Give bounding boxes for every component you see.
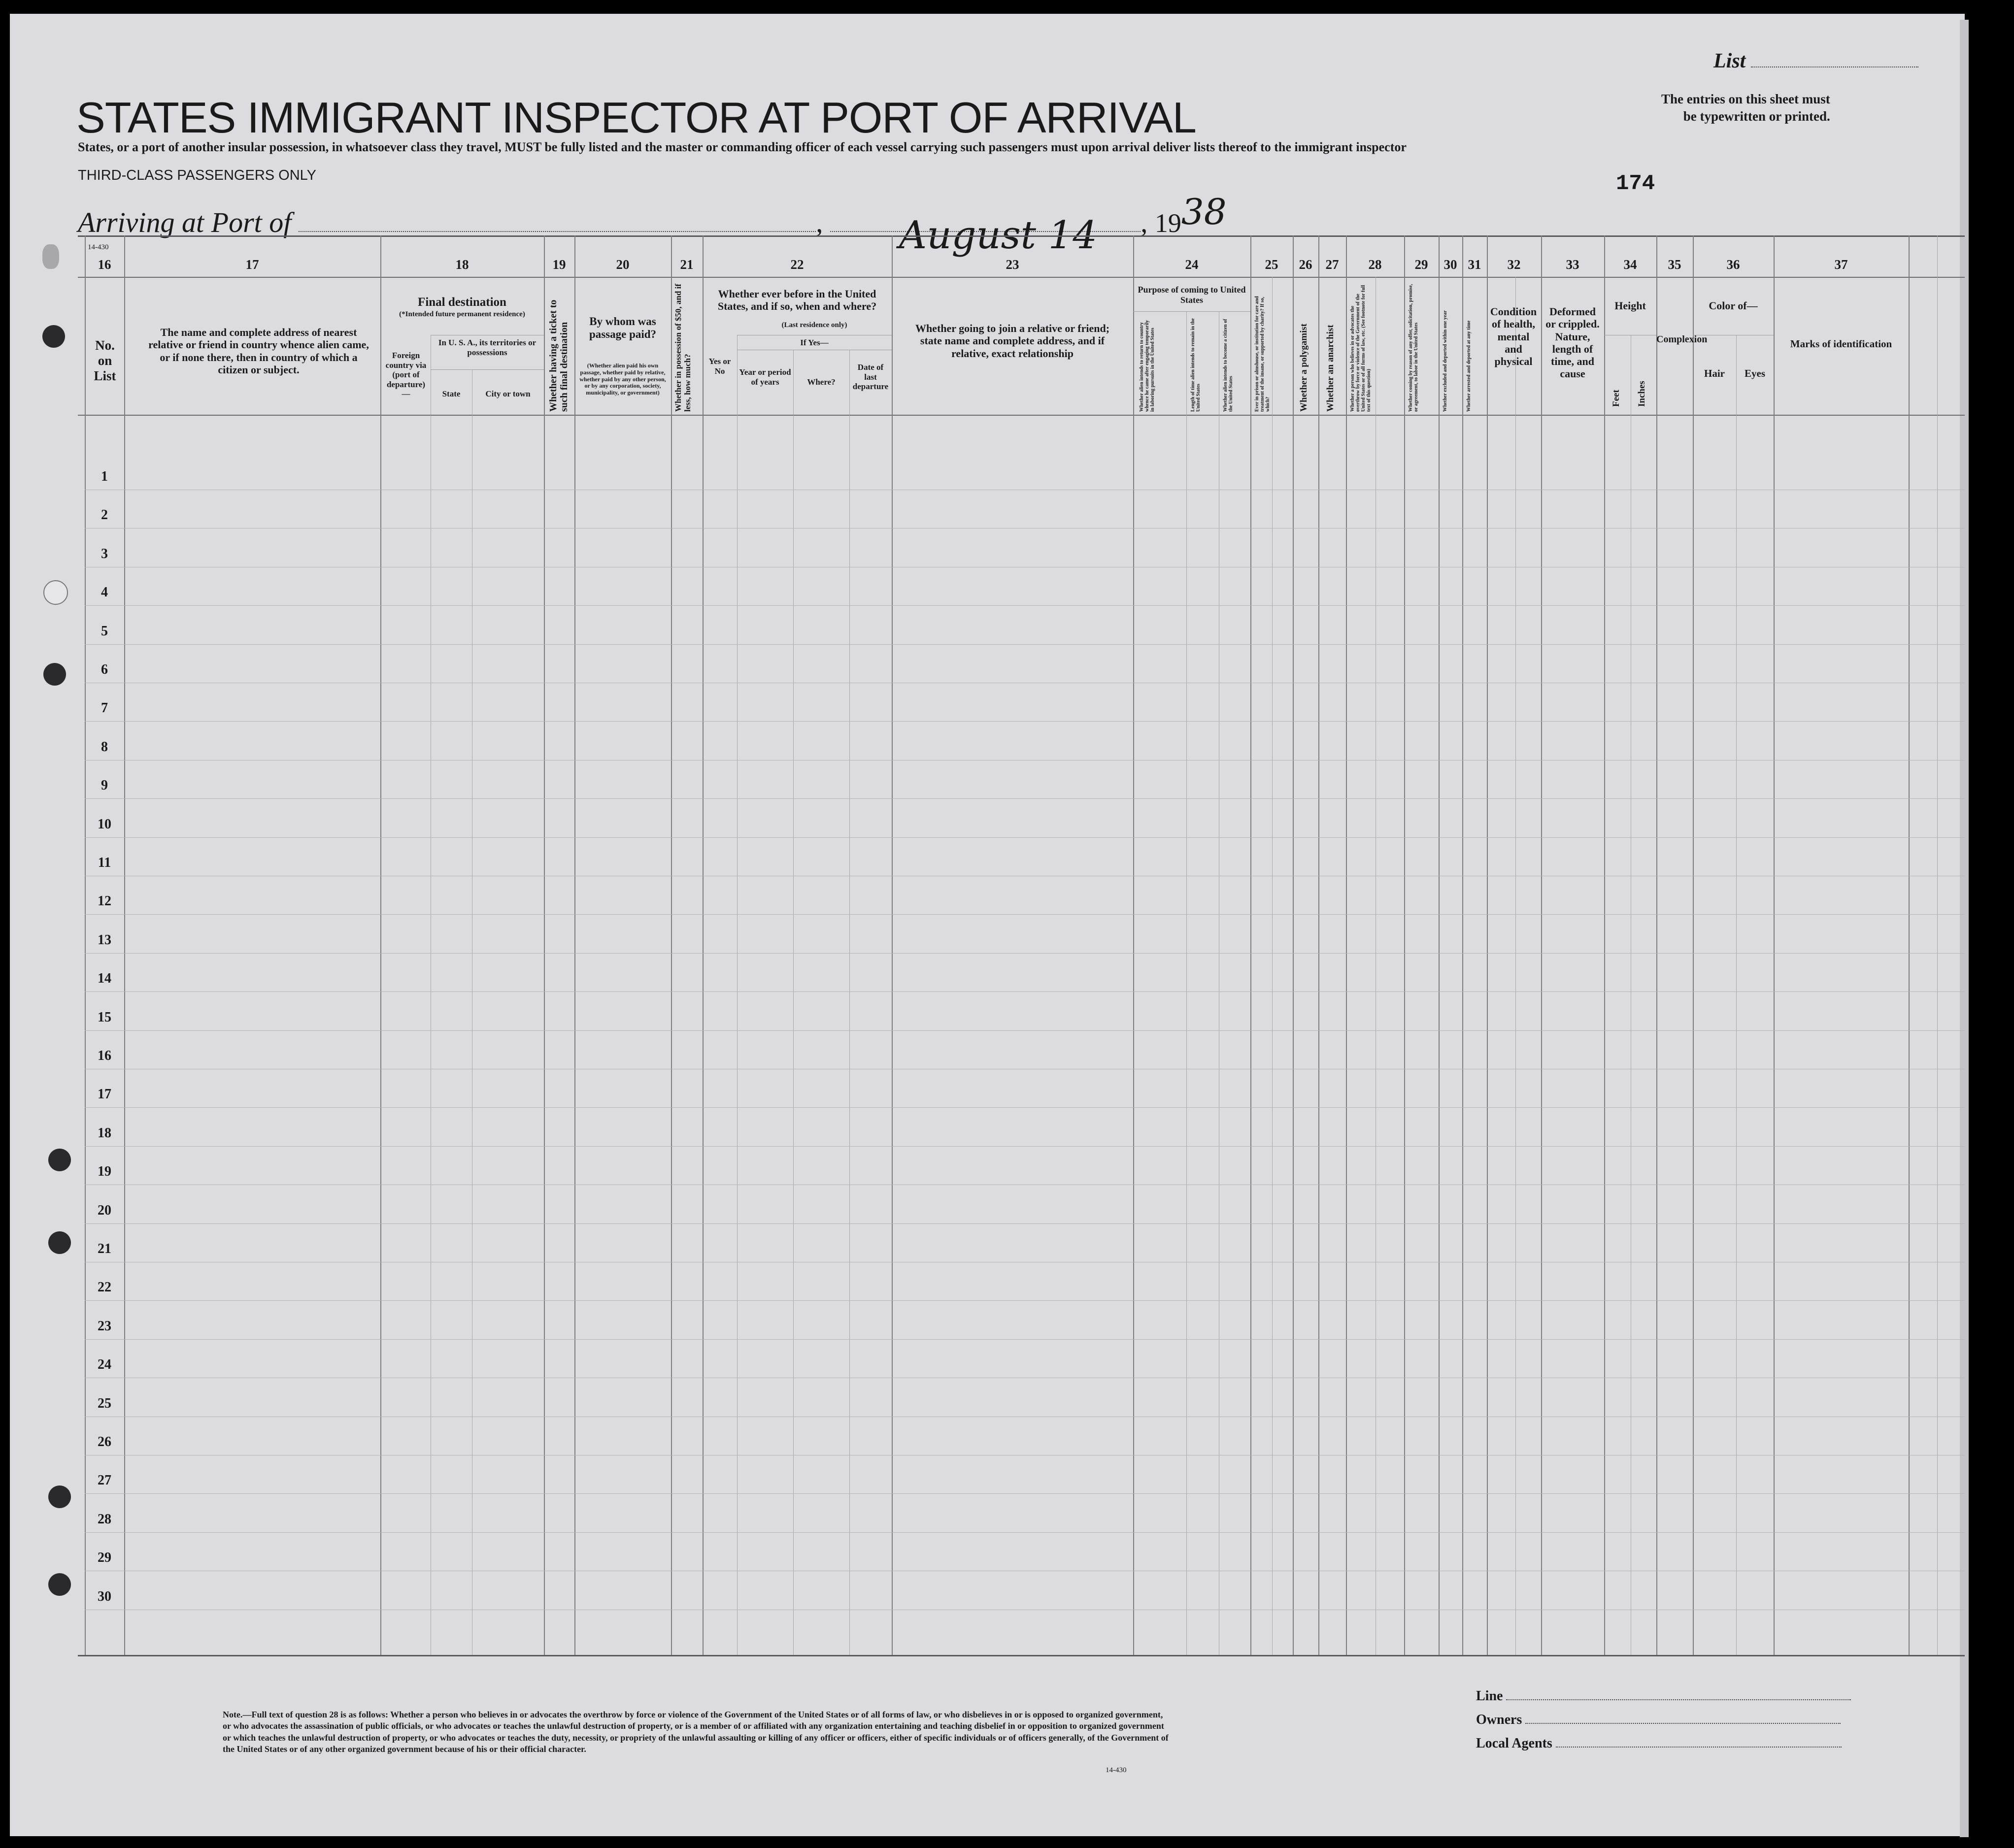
header-fifty-dollars: Whether in possession of $50, and if less, how much? <box>673 284 692 412</box>
header-ticket: Whether having a ticket to such final destination <box>548 299 570 412</box>
header-purpose-return: Whether alien intends to return to country whence he came after engaging temporarily in laboring pursuits in the United States <box>1139 320 1155 412</box>
header-yes-no: Yes or No <box>708 357 731 376</box>
row-number: 13 <box>98 932 111 948</box>
row-number: 22 <box>98 1280 111 1295</box>
header-polygamist: Whether a polygamist <box>1299 323 1309 412</box>
row-number: 18 <box>98 1125 111 1141</box>
header-color-of: Color of— <box>1709 299 1758 312</box>
row-number: 7 <box>101 700 108 716</box>
column-number: 35 <box>1668 257 1681 272</box>
header-eyes: Eyes <box>1745 367 1765 379</box>
header-final-destination: Final destination <box>418 296 506 309</box>
header-purpose: Purpose of coming to United States <box>1138 285 1246 305</box>
header-arrested: Whether arrested and deported at any time <box>1466 320 1472 412</box>
row-number: 8 <box>101 739 108 755</box>
header-labor-offer: Whether coming by reason of any offer, solicitation, promise, or agreement, to labor in the United States <box>1408 284 1419 412</box>
column-number: 30 <box>1443 257 1457 272</box>
header-no-on-list: No. on List <box>94 338 116 384</box>
table-top-border <box>78 235 1965 237</box>
col-divider <box>380 235 381 1655</box>
header-bottom-rule <box>78 415 1965 416</box>
row-number: 25 <box>98 1395 111 1411</box>
subcol-divider <box>737 335 738 1655</box>
column-number: 24 <box>1185 257 1199 272</box>
form-title: STATES IMMIGRANT INSPECTOR AT PORT OF ARRIVAL <box>76 93 1196 142</box>
arriving-at-port: Arriving at Port of , August 14 , 1938 <box>78 191 1227 258</box>
header-nearest-relative: The name and complete address of nearest relative or friend in country whence alien came, or if none there, then in country of which a citizen or subject. <box>148 326 369 376</box>
header-anarchist: Whether an anarchist <box>1325 325 1336 412</box>
header-complexion: Complexion <box>1656 334 1708 345</box>
local-agents-field: Local Agents <box>1476 1736 1842 1751</box>
row-number: 12 <box>98 893 111 909</box>
col-divider <box>1293 235 1294 1655</box>
col-divider <box>544 235 545 1655</box>
row-number: 4 <box>101 585 108 600</box>
col-divider <box>892 235 893 1655</box>
subcol-divider <box>1736 335 1737 1655</box>
column-number: 18 <box>455 257 469 272</box>
row-rule <box>85 721 1965 722</box>
row-number: 1 <box>101 469 108 484</box>
column-number: 28 <box>1368 257 1382 272</box>
handwritten-year: 38 <box>1181 191 1227 232</box>
handwritten-date: August 14 <box>899 213 1098 258</box>
header-foreign-country: Foreign country via (port of departure)— <box>385 351 427 399</box>
row-rule <box>85 1339 1965 1340</box>
header-ever-in-us-note: (Last residence only) <box>781 321 847 329</box>
column-number: 21 <box>680 257 694 272</box>
row-rule <box>85 914 1965 915</box>
binder-hole <box>48 1573 71 1596</box>
column-number: 34 <box>1623 257 1637 272</box>
row-number: 17 <box>98 1087 111 1102</box>
row-number: 9 <box>101 778 108 793</box>
subcol-divider <box>1272 277 1273 1655</box>
col-divider <box>1541 235 1542 1655</box>
row-rule <box>85 1532 1965 1533</box>
column-number: 31 <box>1468 257 1481 272</box>
row-rule <box>85 644 1965 645</box>
row-number: 16 <box>98 1048 111 1063</box>
col-divider <box>1133 235 1134 1655</box>
row-number: 6 <box>101 662 108 677</box>
row-number: 28 <box>98 1511 111 1527</box>
class-label: THIRD-CLASS PASSENGERS ONLY <box>78 167 316 183</box>
column-number: 27 <box>1325 257 1339 272</box>
binder-hole <box>48 1149 71 1171</box>
header-passage-paid-note: (Whether alien paid his own passage, whether paid by relative, whether paid by any other person, or by any corporation, society, municipality, or government) <box>579 362 666 396</box>
form-subtitle: States, or a port of another insular possession, in whatsoever class they travel, MUST be fully listed and the master or commanding officer of each vessel carrying such passengers must upon arrival deliver lists thereof to the immigrant inspector <box>78 140 1407 154</box>
sheet-number: 174 <box>1616 171 1655 196</box>
list-label: List <box>1713 49 1918 73</box>
binder-hole <box>42 325 65 348</box>
header-state: State <box>442 389 461 398</box>
row-rule <box>85 1107 1965 1108</box>
row-number: 26 <box>98 1434 111 1450</box>
row-number: 23 <box>98 1318 111 1334</box>
binder-hole <box>42 244 59 269</box>
col-divider <box>1318 235 1319 1655</box>
binder-hole <box>48 1485 71 1508</box>
subheader-rule <box>431 369 544 370</box>
header-inches: Inches <box>1637 381 1647 407</box>
col-divider <box>1693 235 1694 1655</box>
col-divider <box>671 235 672 1655</box>
header-where: Where? <box>807 377 836 387</box>
header-year-period: Year or period of years <box>739 367 791 387</box>
row-number: 21 <box>98 1241 111 1256</box>
column-number: 23 <box>1006 257 1019 272</box>
column-number: 22 <box>790 257 804 272</box>
col-divider <box>1404 235 1405 1655</box>
header-ever-in-us: Whether ever before in the United States, and if so, when and where? <box>717 288 877 313</box>
subcol-divider <box>1937 235 1938 1655</box>
col-divider <box>1656 235 1657 1655</box>
row-rule <box>85 1493 1965 1494</box>
header-feet: Feet <box>1611 390 1621 407</box>
entries-note: The entries on this sheet must be typewritten or printed. <box>1661 92 1830 124</box>
subcol-divider <box>849 350 850 1655</box>
manifest-sheet <box>10 14 1965 1836</box>
subheader-rule <box>1133 311 1250 312</box>
column-number: 32 <box>1507 257 1521 272</box>
header-hair: Hair <box>1704 367 1725 379</box>
header-marks: Marks of identification <box>1790 338 1892 350</box>
row-number: 11 <box>98 855 111 870</box>
col-divider <box>1462 235 1463 1655</box>
form-code: 14-430 <box>88 243 109 251</box>
header-deformed: Deformed or crippled. Nature, length of time, and cause <box>1545 305 1600 380</box>
row-rule <box>85 953 1965 954</box>
row-rule <box>85 605 1965 606</box>
row-rule <box>85 837 1965 838</box>
binder-hole <box>43 580 68 605</box>
col-divider <box>1909 235 1910 1655</box>
binder-hole <box>43 663 66 686</box>
col-divider <box>1487 235 1488 1655</box>
row-number: 24 <box>98 1357 111 1373</box>
header-purpose-length: Length of time alien intends to remain in the United States <box>1190 318 1201 412</box>
column-number-rule <box>78 277 1965 278</box>
col-divider <box>1439 235 1440 1655</box>
column-number: 19 <box>552 257 566 272</box>
header-height: Height <box>1614 299 1646 312</box>
column-number: 17 <box>245 257 259 272</box>
binder-hole <box>48 1231 71 1254</box>
sheet-edge <box>1960 20 1969 1837</box>
row-number: 29 <box>98 1550 111 1566</box>
header-passage-paid: By whom was passage paid? <box>589 315 657 341</box>
header-overthrow: Whether a person who believes in or advocates the overthrow by force or violence of the Government of the United States or of all forms of law, etc. (See footnote for full text of this question) <box>1350 285 1372 412</box>
column-number: 26 <box>1299 257 1312 272</box>
column-number: 16 <box>98 257 111 272</box>
row-number: 20 <box>98 1202 111 1218</box>
column-number: 37 <box>1834 257 1848 272</box>
column-number: 25 <box>1265 257 1278 272</box>
row-rule <box>85 1300 1965 1301</box>
owners-field: Owners <box>1476 1712 1841 1728</box>
subcol-divider <box>793 350 794 1655</box>
column-number: 29 <box>1414 257 1428 272</box>
row-rule <box>85 798 1965 799</box>
column-number: 20 <box>616 257 630 272</box>
line-field: Line <box>1476 1688 1851 1704</box>
row-number: 5 <box>101 623 108 639</box>
column-number: 33 <box>1566 257 1579 272</box>
col-divider <box>1604 235 1605 1655</box>
row-rule <box>85 1146 1965 1147</box>
row-number: 10 <box>98 816 111 832</box>
row-number: 27 <box>98 1473 111 1488</box>
header-join-relative: Whether going to join a relative or friend; state name and complete address, and if relative, exact relationship <box>915 322 1110 360</box>
col-divider <box>703 235 704 1655</box>
header-final-destination-note: (*Intended future permanent residence) <box>399 310 525 318</box>
subcol-divider <box>1515 277 1516 1655</box>
header-city: City or town <box>485 389 531 398</box>
col-divider <box>1250 235 1251 1655</box>
header-purpose-citizen: Whether alien intends to become a citizen of the United States <box>1223 319 1234 412</box>
footer-form-code: 14-430 <box>1106 1766 1127 1774</box>
row-rule <box>85 1030 1965 1031</box>
row-number: 2 <box>101 507 108 523</box>
column-number: 36 <box>1726 257 1740 272</box>
table-bottom-border <box>78 1655 1965 1656</box>
header-if-yes: If Yes— <box>800 338 829 347</box>
header-in-usa: In U. S. A., its territories or possessions <box>438 338 537 357</box>
row-number: 30 <box>98 1588 111 1604</box>
header-health: Condition of health, mental and physical <box>1490 305 1537 368</box>
header-excluded: Whether excluded and deported within one year <box>1443 310 1448 412</box>
footnote-q28: Note.—Full text of question 28 is as follows: Whether a person who believes in or advocates the overthrow by force or violence of the Government of the United States or of all forms of law, or who disbelieves in or is opposed to organized government, or who advocates the assassination of public officials, or who advocates or teaches the unlawful destruction of property, or is a member of or affiliated with any organization entertaining and teaching disbelief in or opposition to organized government or which teaches the unlawful destruction of property, or who advocates or teaches the duty, necessity, or propriety of the unlawful assaulting or killing of any officer or officers, either of specific individuals or of officers generally, of the Government of the United States or of any other organized government because of his or their official character. <box>223 1710 1169 1754</box>
row-rule <box>85 1223 1965 1224</box>
col-divider <box>1346 235 1347 1655</box>
row-number: 15 <box>98 1009 111 1025</box>
row-number: 14 <box>98 971 111 987</box>
header-date-departure: Date of last departure <box>852 363 889 392</box>
row-rule <box>85 991 1965 992</box>
row-number: 19 <box>98 1164 111 1180</box>
col-divider <box>124 235 125 1655</box>
col-divider <box>1774 235 1775 1655</box>
header-prison: Ever in prison or almshouse, or institution for care and treatment of the insane, or supported by charity? If so, which? <box>1254 296 1271 412</box>
row-number: 3 <box>101 546 108 561</box>
subcol-divider <box>1186 311 1187 1655</box>
col-divider <box>574 235 575 1655</box>
